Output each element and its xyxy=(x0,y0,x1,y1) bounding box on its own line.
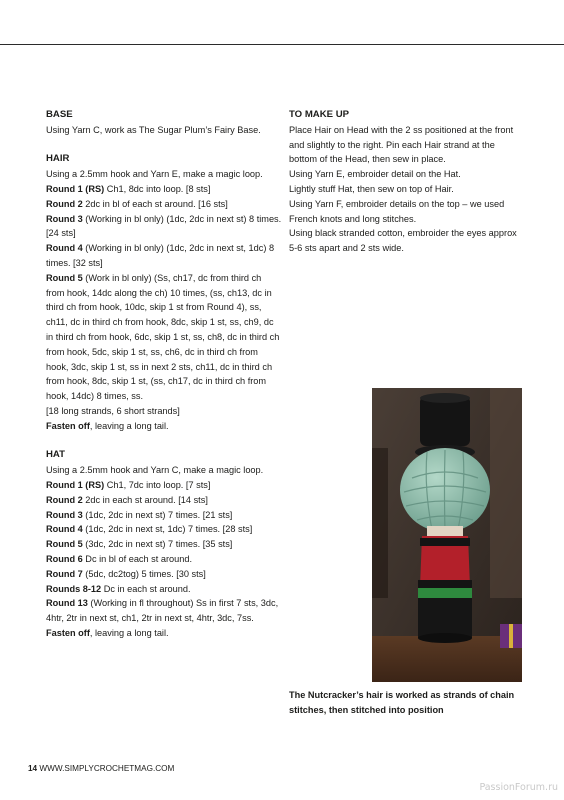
hair-round-4: Round 4 (Working in bl only) (1dc, 2dc in next st, 1dc) 8 times. [32 sts] xyxy=(46,243,275,268)
website-link[interactable]: WWW.SIMPLYCROCHETMAG.COM xyxy=(39,764,175,773)
hat-intro: Using a 2.5mm hook and Yarn C, make a magic loop. xyxy=(46,465,264,476)
hat-round-13: Round 13 (Working in fl throughout) Ss in first 7 sts, 3dc, 4htr, 2tr in next st, ch1, 2tr in next st, 4htr, 3dc, 7ss. xyxy=(46,598,279,624)
hat-round-1: Round 1 (RS) Ch1, 7dc into loop. [7 sts] xyxy=(46,479,211,490)
hair-round-3: Round 3 (Working in bl only) (1dc, 2dc in next st) 8 times. [24 sts] xyxy=(46,213,282,239)
hair-heading: HAIR xyxy=(46,153,70,165)
make-up-line-3: Lightly stuff Hat, then sew on top of Hair. xyxy=(289,183,454,194)
hat-round-3: Round 3 (1dc, 2dc in next st) 7 times. [21 sts] xyxy=(46,509,233,520)
make-up-heading: TO MAKE UP xyxy=(289,109,350,120)
make-up-line-4: Using Yarn F, embroider details on the top – we used French knots and long stitches. xyxy=(289,198,505,224)
base-text: Using Yarn C, work as The Sugar Plum’s Fairy Base. xyxy=(46,124,261,135)
footer xyxy=(28,764,174,773)
hair-round-5: Round 5 (Work in bl only) (Ss, ch17, dc from third ch from hook, 14dc along the ch) 10 times, (ss, ch13, dc in third ch from hook, 10dc, skip 1 st from Round 4), ss, ch11, dc in third ch from hook, 8dc, skip 1 st, ss, ch9, dc in third ch from hook, 6dc, skip 1 st, ss, ch8, dc in third ch from hook, 5dc, skip 1 st, ss, ch6, dc in third ch from hook, 3dc, skip 1 st, ss in next 2 sts, ch11, dc in third ch from hook, 8dc, skip 1 st, (ss, ch17, dc in third ch from hook, 14dc) 8 times, ss. xyxy=(46,272,280,402)
hat-fasten-off: Fasten off, leaving a long tail. xyxy=(46,627,169,638)
photo-caption: The Nutcracker’s hair is worked as strands of chain stitches, then stitched into position xyxy=(289,690,515,715)
make-up-line-2: Using Yarn E, embroider detail on the Hat. xyxy=(289,169,461,180)
base-heading: BASE xyxy=(46,109,73,120)
make-up-line-5: Using black stranded cotton, embroider the eyes approx 5-6 sts apart and 2 sts wide. xyxy=(289,228,517,254)
hat-round-6: Round 6 Dc in bl of each st around. xyxy=(46,553,193,564)
hair-round-2: Round 2 2dc in bl of each st around. [16 sts] xyxy=(46,198,228,209)
page-number: 14 xyxy=(28,764,38,773)
hat-round-7: Round 7 (5dc, dc2tog) 5 times. [30 sts] xyxy=(46,568,206,579)
watermark: PassionForum.ru xyxy=(479,782,558,793)
hair-strands: [18 long strands, 6 short strands] xyxy=(46,405,180,416)
hair-intro: Using a 2.5mm hook and Yarn E, make a magic loop. xyxy=(46,169,263,180)
hat-rounds-8-12: Rounds 8-12 Dc in each st around. xyxy=(46,583,191,594)
make-up-line-1: Place Hair on Head with the 2 ss positioned at the front and slightly to the right. Pin each Hair strand at the bottom of the Head, then sew in place. xyxy=(289,124,514,165)
hat-round-5: Round 5 (3dc, 2dc in next st) 7 times. [35 sts] xyxy=(46,539,233,550)
top-rule xyxy=(0,44,564,45)
hat-round-4: Round 4 (1dc, 2dc in next st, 1dc) 7 times. [28 sts] xyxy=(46,524,253,535)
nutcracker-photo xyxy=(372,388,522,682)
hat-heading: HAT xyxy=(46,449,66,461)
right-column xyxy=(289,108,525,256)
hair-round-1: Round 1 (RS) Ch1, 8dc into loop. [8 sts] xyxy=(46,183,211,194)
left-column xyxy=(46,108,282,641)
hair-fasten-off: Fasten off, leaving a long tail. xyxy=(46,420,169,431)
hat-round-2: Round 2 2dc in each st around. [14 sts] xyxy=(46,494,208,505)
